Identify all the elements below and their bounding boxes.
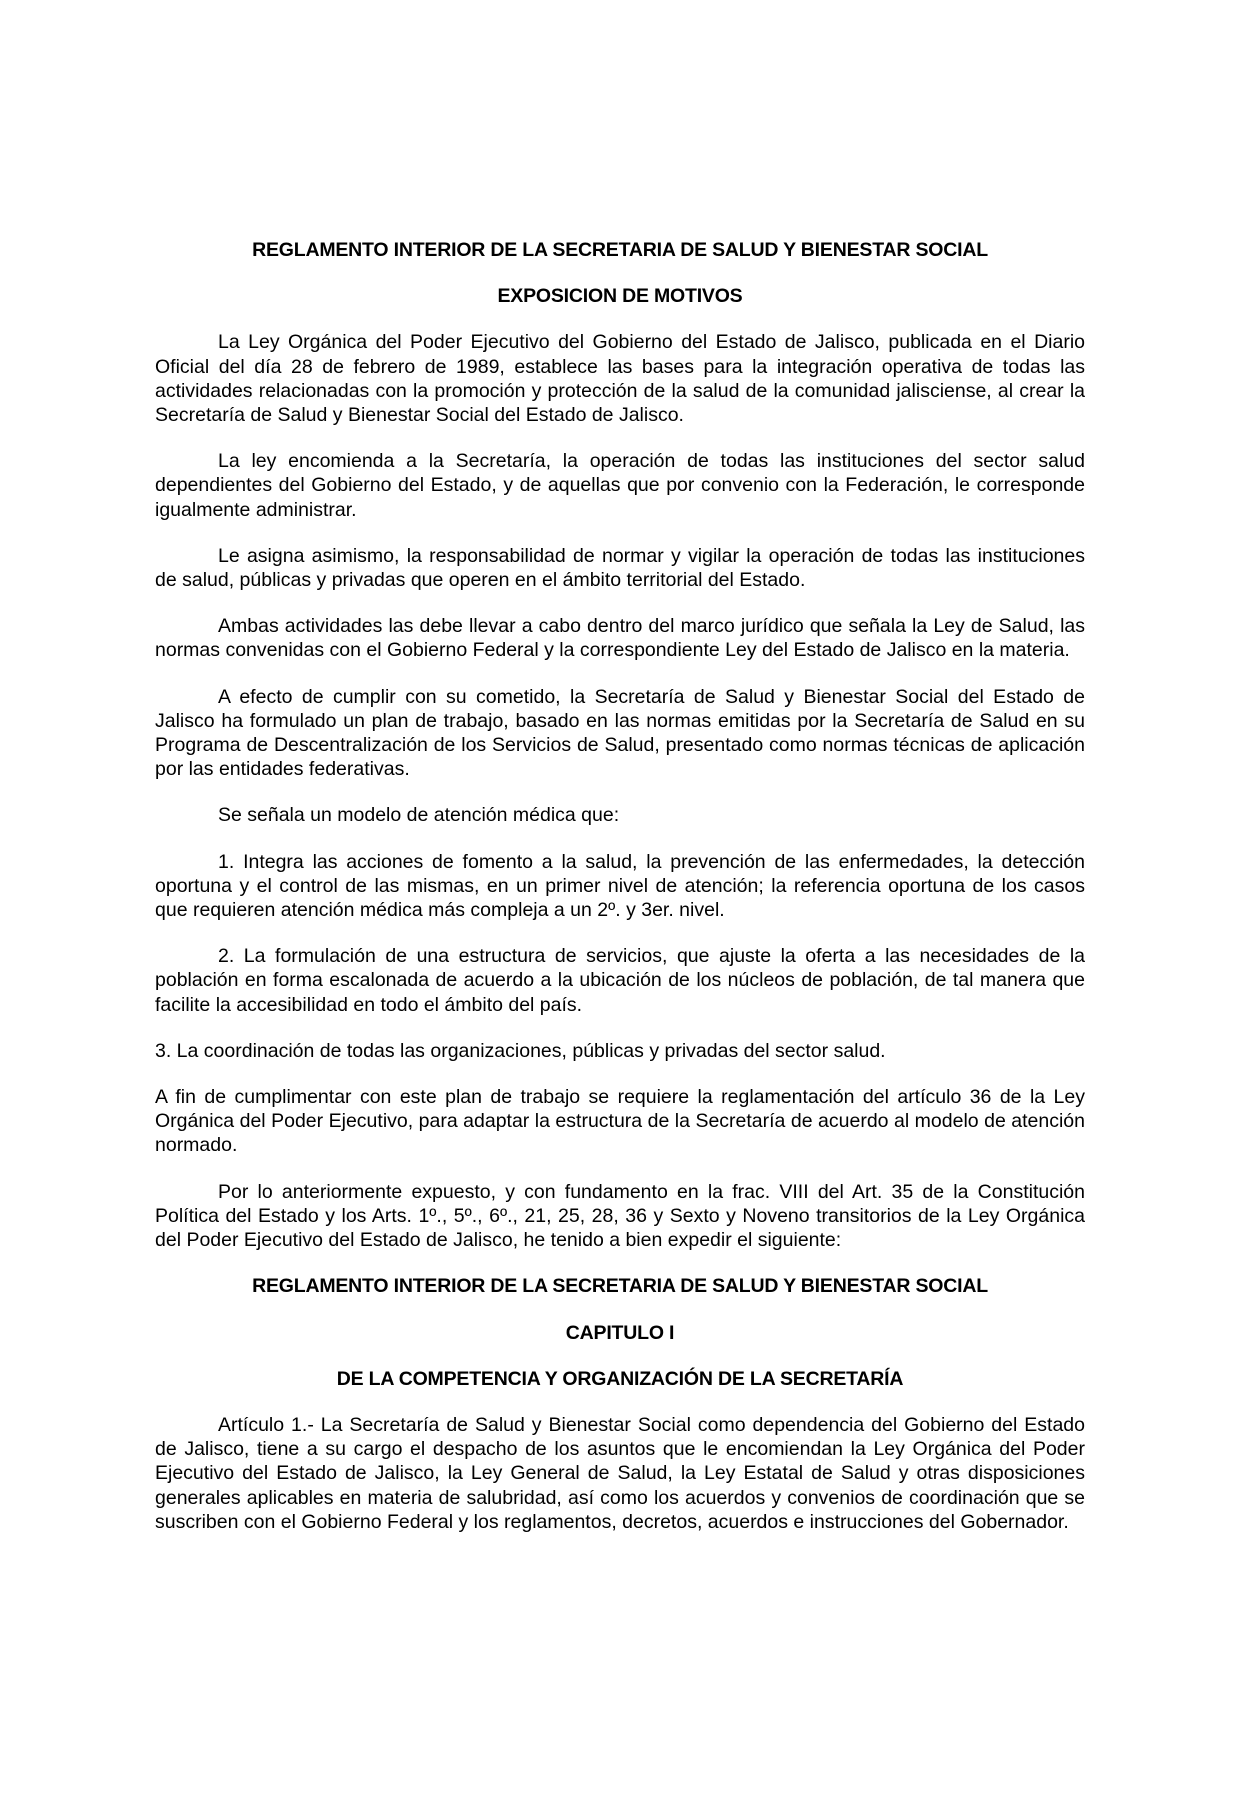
exposicion-heading: EXPOSICION DE MOTIVOS [497,285,743,308]
document-body [155,238,1085,1556]
article-1: Artículo 1.- La Secretaría de Salud y Bienestar Social como dependencia del Gobierno del Estado de Jalisco, tiene a su cargo el despacho de los asuntos que le encomiendan la Ley Orgánica del Poder Ejecutivo del Estado de Jalisco, la Ley General de Salud, la Ley Estatal de Salud y otras disposiciones generales aplicables en materia de salubridad, así como los acuerdos y convenios de coordinación que se suscriben con el Gobierno Federal y los reglamentos, decretos, acuerdos e instrucciones del Gobernador. [155,1413,1085,1533]
list-item-3: 3. La coordinación de todas las organizaciones, públicas y privadas del sector salud. [155,1039,886,1062]
document-title: REGLAMENTO INTERIOR DE LA SECRETARIA DE SALUD Y BIENESTAR SOCIAL [252,239,988,261]
list-item-2: 2. La formulación de una estructura de servicios, que ajuste la oferta a las necesidades de la población en forma escalonada de acuerdo a la ubicación de los núcleos de población, de tal manera que facilite la accesibilidad en todo el ámbito del país. [155,945,1085,1016]
paragraph-modelo-atencion: Se señala un modelo de atención médica que: [218,804,620,827]
chapter-subheading: DE LA COMPETENCIA Y ORGANIZACIÓN DE LA SECRETARÍA [336,1367,904,1390]
chapter-heading: CAPITULO I [565,1321,675,1344]
paragraph-ambas-actividades: Ambas actividades las debe llevar a cabo dentro del marco jurídico que señala la Ley de Salud, las normas convenidas con el Gobierno Federal y la correspondiente Ley del Estado de Jalisco en la materia. [155,615,1085,662]
paragraph-ley-organica: La Ley Orgánica del Poder Ejecutivo del Gobierno del Estado de Jalisco, publicada en el Diario Oficial del día 28 de febrero de 1989, establece las bases para la integración operativa de todas las actividades relacionadas con la promoción y protección de la salud de la comunidad jalisciense, al crear la Secretaría de Salud y Bienestar Social del Estado de Jalisco. [155,331,1085,427]
paragraph-asigna: Le asigna asimismo, la responsabilidad de normar y vigilar la operación de todas las instituciones de salud, públicas y privadas que operen en el ámbito territorial del Estado. [155,544,1085,592]
paragraph-reglamentacion: A fin de cumplimentar con este plan de trabajo se requiere la reglamentación del artículo 36 de la Ley Orgánica del Poder Ejecutivo, para adaptar la estructura de la Secretaría de acuerdo al modelo de atención normado. [155,1086,1085,1157]
paragraph-fundamento: Por lo anteriormente expuesto, y con fundamento en la frac. VIII del Art. 35 de la Constitución Política del Estado y los Arts. 1º., 5º., 6º., 21, 25, 28, 36 y Sexto y Noveno transitorios de la Ley Orgánica del Poder Ejecutivo del Estado de Jalisco, he tenido a bien expedir el siguiente: [155,1180,1085,1252]
paragraph-plan-trabajo: A efecto de cumplir con su cometido, la Secretaría de Salud y Bienestar Social del Estado de Jalisco ha formulado un plan de trabajo, basado en las normas emitidas por la Secretaría de Salud en su Programa de Descentralización de los Servicios de Salud, presentado como normas técnicas de aplicación por las entidades federativas. [155,685,1085,781]
list-item-1: 1. Integra las acciones de fomento a la salud, la prevención de las enfermedades, la detección oportuna y el control de las mismas, en un primer nivel de atención; la referencia oportuna de los casos que requieren atención médica más compleja a un 2º. y 3er. nivel. [155,850,1085,922]
reglamento-title: REGLAMENTO INTERIOR DE LA SECRETARIA DE SALUD Y BIENESTAR SOCIAL [252,1275,988,1298]
paragraph-ley-encomienda: La ley encomienda a la Secretaría, la operación de todas las instituciones del sector salud dependientes del Gobierno del Estado, y de aquellas que por convenio con la Federación, le corresponde igualmente administrar. [155,450,1085,521]
